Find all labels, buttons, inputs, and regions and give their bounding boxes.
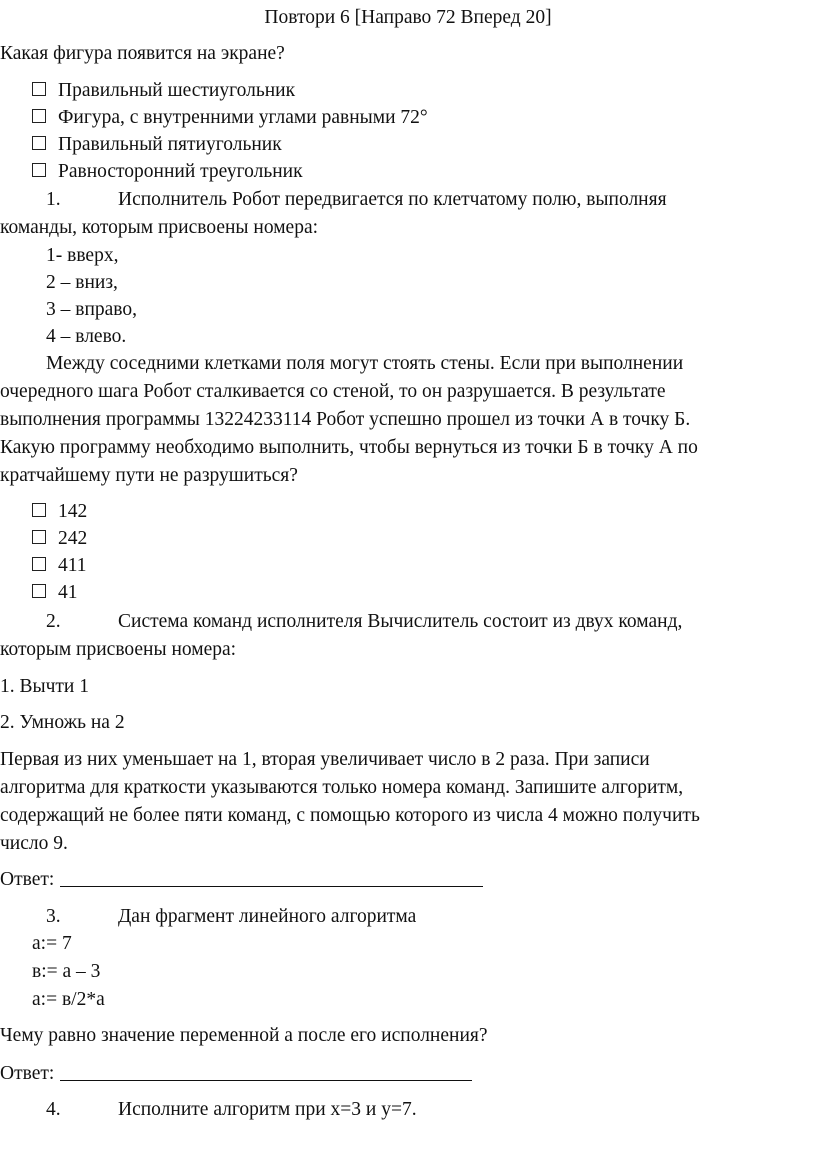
checkbox-icon[interactable] xyxy=(32,163,46,177)
answer-label: Ответ: xyxy=(0,869,55,890)
option-item[interactable]: Правильный пятиугольник xyxy=(32,133,282,157)
option-item[interactable]: 411 xyxy=(32,554,87,578)
code-line: в:= а – 3 xyxy=(32,961,101,982)
task-text: которым присвоены номера: xyxy=(0,639,237,660)
paragraph-line: очередного шага Робот сталкивается со стеной, то он разрушается. В результате xyxy=(0,381,666,402)
command-item: 2 – вниз, xyxy=(46,272,118,293)
task-number: 2. xyxy=(46,611,61,632)
answer-label: Ответ: xyxy=(0,1063,55,1084)
answer-field[interactable] xyxy=(60,868,483,887)
task-number: 4. xyxy=(46,1099,61,1120)
option-item[interactable]: 41 xyxy=(32,581,78,605)
answer-field[interactable] xyxy=(60,1062,472,1081)
checkbox-icon[interactable] xyxy=(32,530,46,544)
paragraph-line: алгоритма для краткости указываются только номера команд. Запишите алгоритм, xyxy=(0,777,684,798)
page-title: Повтори 6 [Направо 72 Вперед 20] xyxy=(264,7,552,28)
command-item: 1. Вычти 1 xyxy=(0,676,89,697)
task-number: 3. xyxy=(46,906,61,927)
option-item[interactable]: Равносторонний треугольник xyxy=(32,160,303,184)
task-heading: 3. Дан фрагмент линейного алгоритма xyxy=(46,906,417,927)
task-number: 1. xyxy=(46,189,61,210)
checkbox-icon[interactable] xyxy=(32,82,46,96)
command-item: 2. Умножь на 2 xyxy=(0,712,125,733)
paragraph-line: Первая из них уменьшает на 1, вторая увеличивает число в 2 раза. При записи xyxy=(0,749,650,770)
task-heading: 2. Система команд исполнителя Вычислитель состоит из двух команд, xyxy=(46,611,683,632)
command-item: 3 – вправо, xyxy=(46,299,137,320)
paragraph-line: число 9. xyxy=(0,833,68,854)
paragraph-line: Какую программу необходимо выполнить, чтобы вернуться из точки Б в точку А по xyxy=(0,437,698,458)
paragraph-line: выполнения программы 13224233114 Робот успешно прошел из точки А в точку Б. xyxy=(0,409,691,430)
task-text: команды, которым присвоены номера: xyxy=(0,217,319,238)
code-line: а:= в/2*а xyxy=(32,989,105,1010)
question-text: Какая фигура появится на экране? xyxy=(0,43,285,64)
paragraph-line: Между соседними клетками поля могут стоять стены. Если при выполнении xyxy=(46,353,684,374)
code-line: а:= 7 xyxy=(32,933,72,954)
checkbox-icon[interactable] xyxy=(32,503,46,517)
option-item[interactable]: 142 xyxy=(32,500,87,524)
checkbox-icon[interactable] xyxy=(32,109,46,123)
checkbox-icon[interactable] xyxy=(32,557,46,571)
option-item[interactable]: Правильный шестиугольник xyxy=(32,79,295,103)
checkbox-icon[interactable] xyxy=(32,136,46,150)
task-heading: 4. Исполните алгоритм при х=3 и у=7. xyxy=(46,1099,417,1120)
command-item: 4 – влево. xyxy=(46,326,127,347)
option-item[interactable]: 242 xyxy=(32,527,87,551)
paragraph-line: кратчайшему пути не разрушиться? xyxy=(0,465,298,486)
answer-row xyxy=(0,868,483,892)
option-item[interactable]: Фигура, с внутренними углами равными 72° xyxy=(32,106,428,130)
task-heading: 1. Исполнитель Робот передвигается по клетчатому полю, выполняя xyxy=(46,189,667,210)
checkbox-icon[interactable] xyxy=(32,584,46,598)
command-item: 1- вверх, xyxy=(46,245,119,266)
paragraph-line: содержащий не более пяти команд, с помощью которого из числа 4 можно получить xyxy=(0,805,700,826)
answer-row xyxy=(0,1062,472,1086)
question-text: Чему равно значение переменной а после его исполнения? xyxy=(0,1025,488,1046)
